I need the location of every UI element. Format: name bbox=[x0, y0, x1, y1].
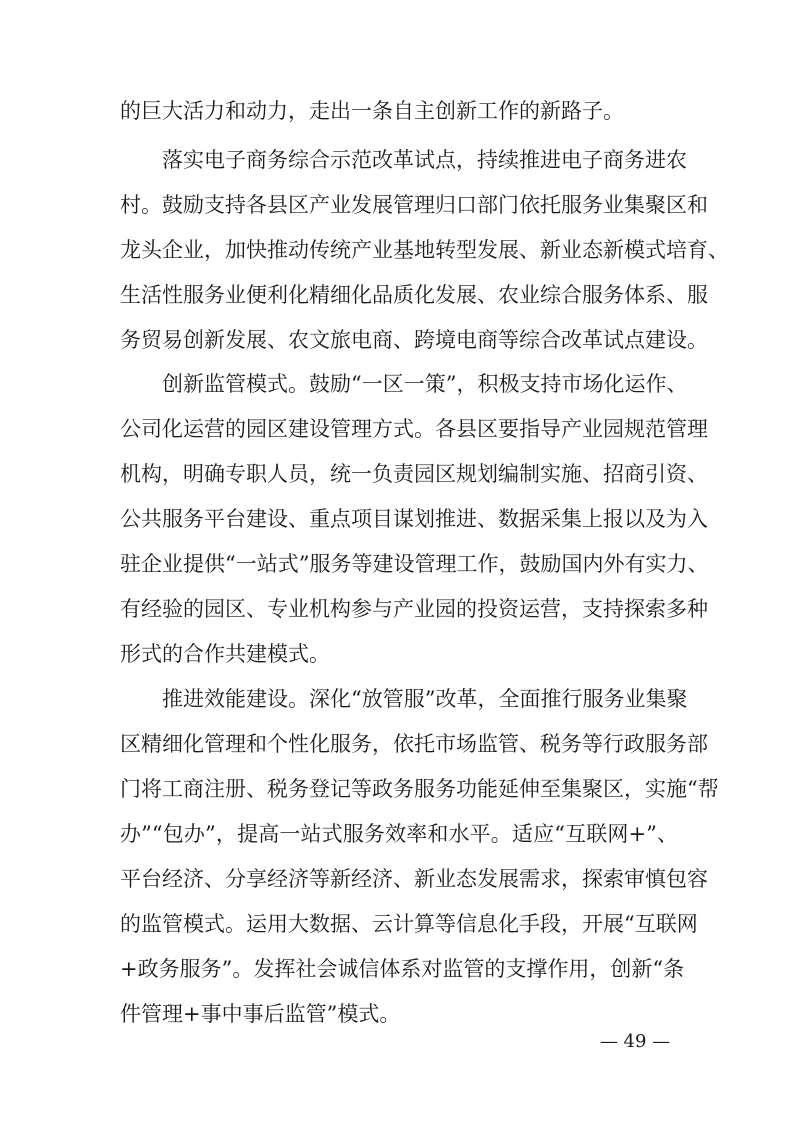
text-line-15: 区精细化管理和个性化服务，依托市场监管、税务等行政服务部 bbox=[120, 732, 708, 756]
text-line-17: 办”“包办”，提高一站式服务效率和水平。适应“互联网+”、 bbox=[120, 822, 678, 846]
text-line-1: 的巨大活力和动力，走出一条自主创新工作的新路子。 bbox=[120, 99, 624, 123]
text-line-3: 村。鼓励支持各县区产业发展管理归口部门依托服务业集聚区和 bbox=[120, 193, 708, 217]
text-line-14: 推进效能建设。深化“放管服”改革，全面推行服务业集聚 bbox=[162, 687, 688, 711]
text-line-5: 生活性服务业便利化精细化品质化发展、农业综合服务体系、服 bbox=[120, 283, 708, 307]
text-line-21: 件管理+事中事后监管”模式。 bbox=[120, 1002, 401, 1026]
text-line-7: 创新监管模式。鼓励“一区一策”，积极支持市场化运作、 bbox=[162, 372, 688, 396]
text-line-4: 龙头企业，加快推动传统产业基地转型发展、新业态新模式培育、 bbox=[120, 238, 729, 262]
text-line-6: 务贸易创新发展、农文旅电商、跨境电商等综合改革试点建设。 bbox=[120, 328, 708, 352]
text-line-18: 平台经济、分享经济等新经济、新业态发展需求，探索审慎包容 bbox=[120, 867, 708, 891]
text-line-2: 落实电子商务综合示范改革试点，持续推进电子商务进农 bbox=[162, 148, 687, 172]
text-line-8: 公司化运营的园区建设管理方式。各县区要指导产业园规范管理 bbox=[120, 417, 708, 441]
text-line-10: 公共服务平台建设、重点项目谋划推进、数据采集上报以及为入 bbox=[120, 507, 708, 531]
page-number: — 49 — bbox=[599, 1031, 671, 1052]
text-line-16: 门将工商注册、税务登记等政务服务功能延伸至集聚区，实施“帮 bbox=[120, 777, 719, 801]
text-line-13: 形式的合作共建模式。 bbox=[120, 642, 330, 666]
text-line-11: 驻企业提供“一站式”服务等建设管理工作，鼓励国内外有实力、 bbox=[120, 552, 709, 576]
text-line-19: 的监管模式。运用大数据、云计算等信息化手段，开展“互联网 bbox=[120, 912, 698, 936]
text-line-20: +政务服务”。发挥社会诚信体系对监管的支撑作用，创新“条 bbox=[120, 957, 685, 981]
text-line-12: 有经验的园区、专业机构参与产业园的投资运营，支持探索多种 bbox=[120, 597, 708, 621]
text-line-9: 机构，明确专职人员，统一负责园区规划编制实施、招商引资、 bbox=[120, 462, 708, 486]
